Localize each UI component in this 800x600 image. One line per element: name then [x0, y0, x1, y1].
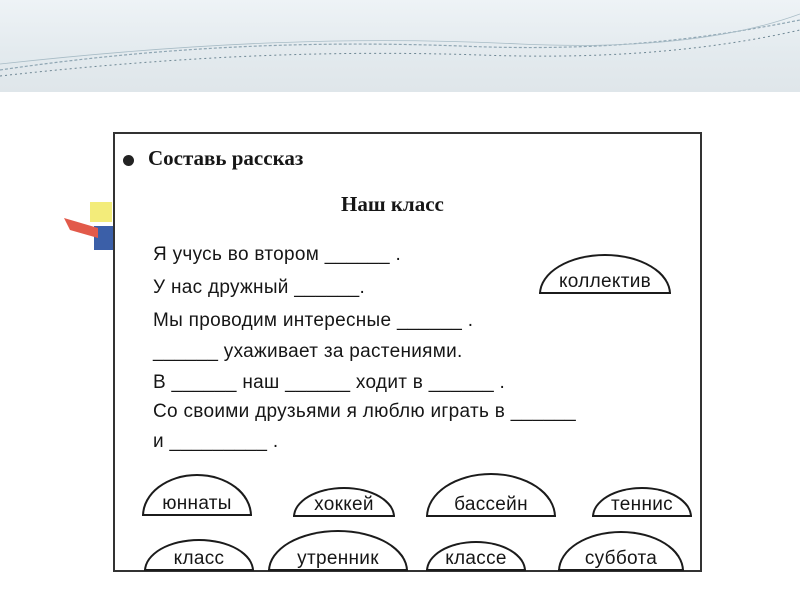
- word-label: классе: [445, 548, 507, 569]
- header-swoosh-decoration: [0, 0, 800, 92]
- word-label: хоккей: [314, 494, 374, 515]
- word-label: теннис: [611, 494, 673, 515]
- word-label: юннаты: [162, 493, 232, 514]
- story-line: Я учусь во втором ______ .: [153, 244, 402, 265]
- word-label: утренник: [297, 548, 379, 569]
- word-label: класс: [173, 548, 225, 569]
- story-line: У нас дружный ______.: [153, 277, 366, 298]
- word-label: бассейн: [454, 494, 528, 515]
- story-line: и _________ .: [153, 431, 279, 452]
- word-card: [426, 473, 556, 517]
- story-line: В ______ наш ______ ходит в ______ .: [153, 372, 506, 393]
- word-card: [539, 254, 671, 294]
- word-label: суббота: [584, 548, 658, 569]
- word-label: коллектив: [558, 271, 652, 292]
- story-line: ______ ухаживает за растениями.: [153, 341, 463, 362]
- word-card: [592, 487, 692, 517]
- word-card: [426, 541, 526, 571]
- word-card: [293, 487, 395, 517]
- word-card: [268, 530, 408, 571]
- word-card: [142, 474, 252, 516]
- word-card: [558, 531, 684, 571]
- story-line: Мы проводим интересные ______ .: [153, 310, 474, 331]
- worksheet-panel: [113, 132, 702, 572]
- word-card: [144, 539, 254, 571]
- bullet-icon: [123, 155, 134, 166]
- story-line: Со своими друзьями я люблю играть в ______: [153, 401, 576, 422]
- story-title: Наш класс: [341, 192, 444, 216]
- task-title: Составь рассказ: [148, 146, 304, 170]
